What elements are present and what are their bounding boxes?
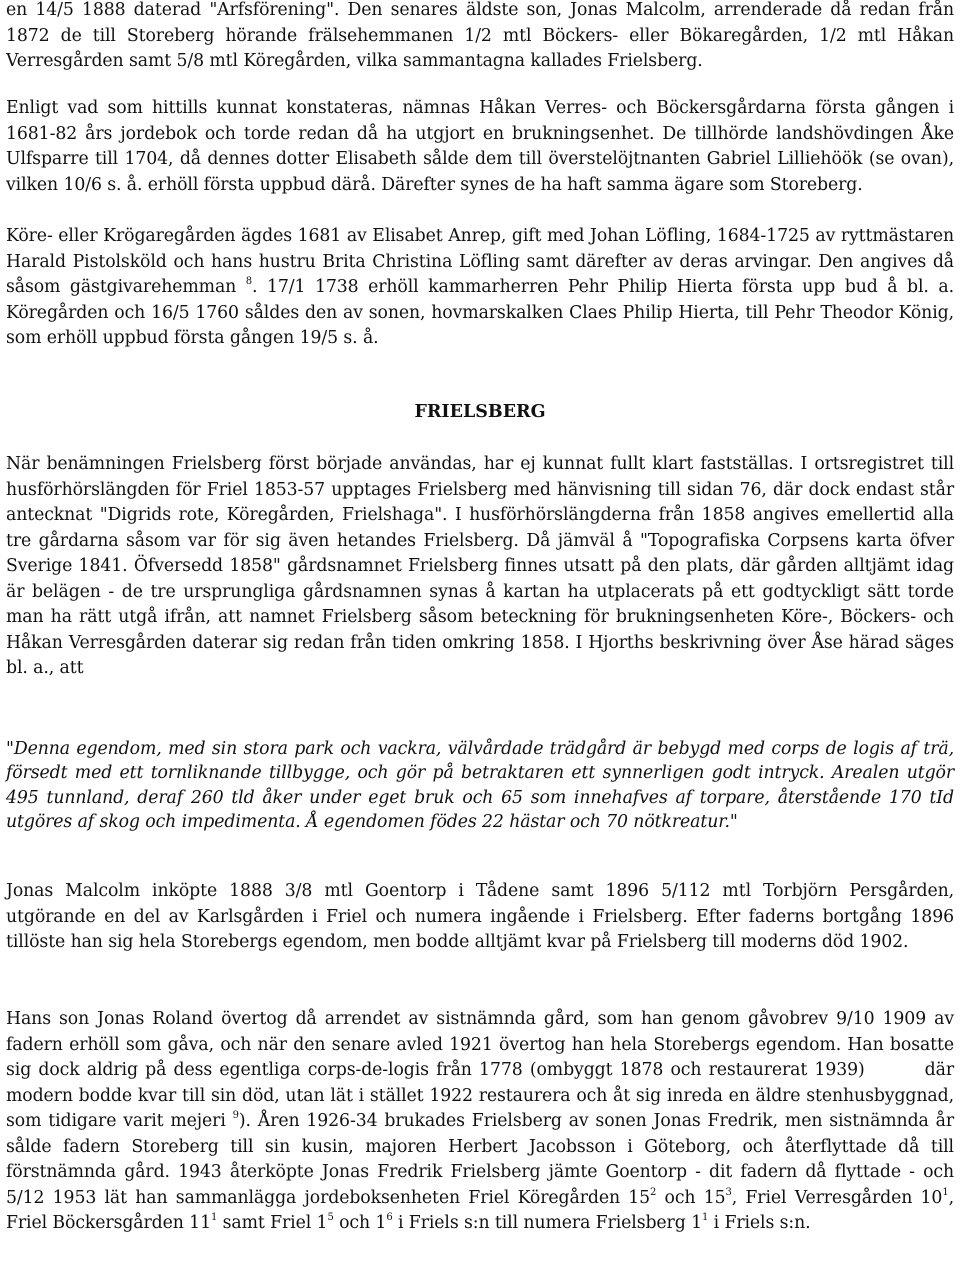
paragraph-6-i: i Friels s:n till numera Frielsberg 1 xyxy=(392,1213,702,1233)
paragraph-5: Jonas Malcolm inköpte 1888 3/8 mtl Goentorp i Tådene samt 1896 5/112 mtl Torbjörn Persgården, utgörande en del av Karlsgården i Friel och numera ingående i Frielsberg. Efter faderns bortgång 1896 tillöste han sig hela Storebergs egendom, men bodde alltjämt kvar på Frielsberg till moderns död 1902. xyxy=(6,881,954,952)
paragraph-3-rest: . 17/1 1738 erhöll kammarherren Pehr Philip Hierta första upp bud å bl. a. Köregården och 16/5 1760 såldes den av sonen, hovmarskalken Claes Philip Hierta, till Pehr Theodor König, som erhöll uppbud första gången 19/5 s. å. xyxy=(6,277,954,348)
paragraph-6-d: och 15 xyxy=(656,1187,726,1208)
paragraph-6-f: , Friel Böckersgården 11 xyxy=(6,1187,954,1233)
paragraph-6-b: där modern bodde kvar till sin död, utan lät i stället 1922 restaurera och åt sig inreda en äldre stenhusbyggnad, som tidigare varit mejeri xyxy=(6,1060,954,1131)
sup-8: 1 xyxy=(701,1212,709,1224)
paragraph-6-a: Hans son Jonas Roland övertog då arrendet av sistnämnda gård, som han genom gåvobrev 9/10 1909 av fadern erhöll som gåva, och när den senare avled 1921 övertog han hela Storebergs egendom. Han bosatte sig dock aldrig på dess egentliga corps-de-logis från 1778 (ombyggt 1878 och restaurerat 1939) xyxy=(6,1009,954,1080)
paragraph-6-h: och 1 xyxy=(333,1213,387,1233)
sup-4: 1 xyxy=(942,1186,949,1198)
paragraph-3 xyxy=(6,224,954,352)
footnote-ref-9: 9 xyxy=(232,1110,239,1122)
paragraph-6-c: ). Åren 1926-34 brukades Frielsberg av sonen Jonas Fredrik, men sistnämnda år sålde fadern Storeberg till sin kusin, majoren Herbert Jacobsson i Göteborg, och återflyttade då till förstnämnda gård. 1943 återköpte Jonas Fredrik Frielsberg jämte Goentorp - dit fadern då flyttade - och 5/12 1953 lät han sammanlägga jordeboksenheten Friel Köregården 15 xyxy=(6,1111,954,1208)
paragraph-2: Enligt vad som hittills kunnat konstateras, nämnas Håkan Verres- och Böckersgårdarna första gången i 1681-82 års jordebok och torde redan då ha utgjort en brukningsenhet. De tillhörde landshövdingen Åke Ulfsparre till 1704, då dennes dotter Elisabeth sålde dem till överstelöjtnanten Gabriel Lilliehöök (se ovan), vilken 10/6 s. å. erhöll första uppbud därå. Därefter synes de ha haft samma ägare som Storeberg. xyxy=(6,98,954,195)
paragraph-6-g: samt Friel 1 xyxy=(217,1213,328,1233)
sup-6: 5 xyxy=(327,1212,334,1224)
quote-block: "Denna egendom, med sin stora park och vackra, välvårdade trädgård är bebygd med corps de logis af trä, försedt med ett tornliknande tillbygge, och gör på betraktaren ett synnerligen godt intryck. Arealen utgör 495 tunnland, deraf 260 tld åker under eget bruk och 65 som innehafves af torpare, återstående 170 tId utgöres af skog och impedimenta. Å egendomen födes 22 hästar och 70 nötkreatur." xyxy=(6,739,954,833)
paragraph-3-text: Köre- eller Krögaregården ägdes 1681 av Elisabet Anrep, gift med Johan Löfling, 1684-1725 av ryttmästaren Harald Pistolsköld och hans hustru Brita Christina Löfling samt därefter av deras arvingar. Den angives då såsom gästgivarehemman xyxy=(6,226,954,297)
footnote-ref-8: 8 xyxy=(245,276,253,288)
sup-7: 6 xyxy=(386,1212,393,1224)
paragraph-6 xyxy=(6,1007,954,1237)
sup-3: 3 xyxy=(725,1186,732,1198)
sup-5: 1 xyxy=(210,1212,218,1224)
sup-2: 2 xyxy=(650,1186,657,1198)
section-heading: FRIELSBERG xyxy=(414,402,546,422)
paragraph-6-e: , Friel Verresgården 10 xyxy=(731,1187,943,1208)
paragraph-4: När benämningen Frielsberg först började användas, har ej kunnat fullt klart fastställas. I ortsregistret till husförhörslängden för Friel 1853-57 upptages Frielsberg med hänvisning till sidan 76, där dock endast står antecknat "Digrids rote, Köregården, Frielshaga". I husförhörslängderna från 1858 angives emellertid alla tre gårdarna såsom var för sig även hetandes Frielsberg. Då jämväl å "Topografiska Corpsens karta öfver Sverige 1841. Öfversedd 1858" gårdsnamnet Frielsberg finnes utsatt på den plats, där gården alltjämt idag är belägen - de tre ursprungliga gårdsnamnen synas å kartan ha utplacerats på ett godtyckligt sätt torde man ha rätt utgå ifrån, att namnet Frielsberg såsom beteckning för brukningsenheten Köre-, Böckers- och Håkan Verresgården daterar sig redan från tiden omkring 1858. I Hjorths beskrivning över Åse härad säges bl. a., att xyxy=(6,454,954,678)
paragraph-6-j: i Friels s:n. xyxy=(708,1213,811,1233)
paragraph-1: en 14/5 1888 daterad "Arfsförening". Den senares äldste son, Jonas Malcolm, arrenderade då redan från 1872 de till Storeberg hörande frälsehemmanen 1/2 mtl Böckers- eller Bökaregården, 1/2 mtl Håkan Verresgården samt 5/8 mtl Köregården, vilka sammantagna kallades Frielsberg. xyxy=(6,0,954,71)
